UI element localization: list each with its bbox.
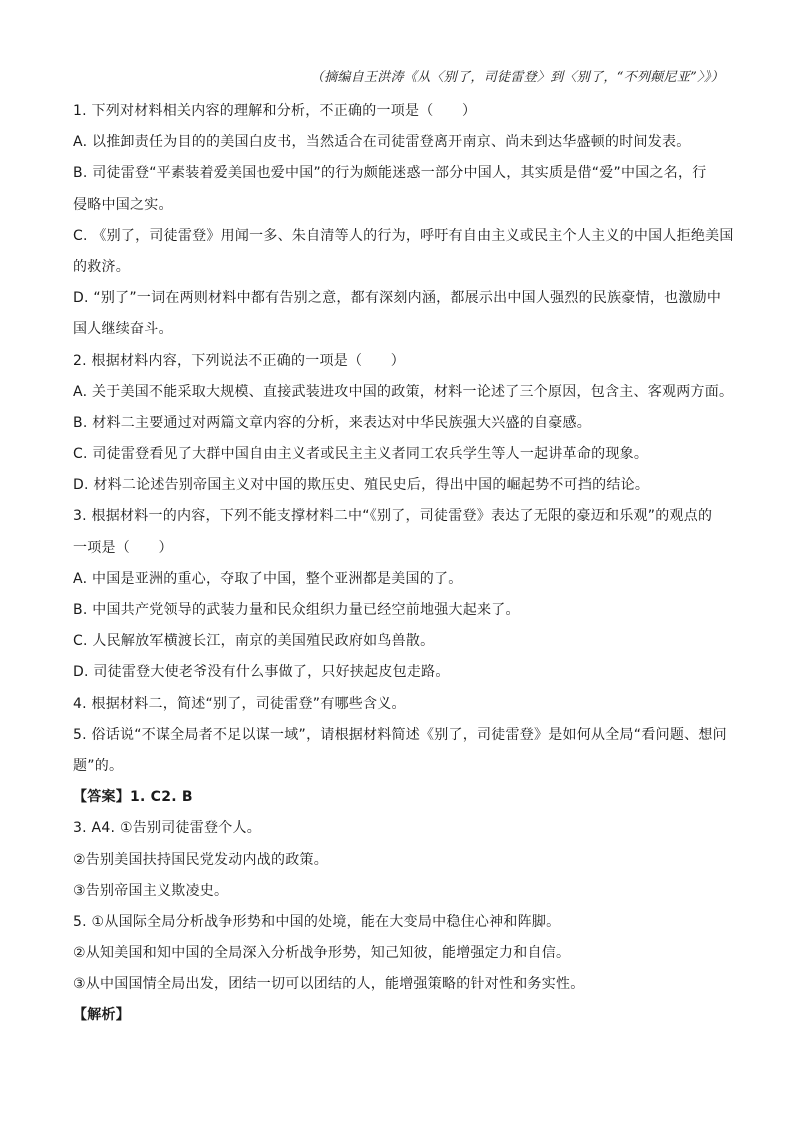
question-3-option-b: B. 中国共产党领导的武装力量和民众组织力量已经空前地强大起来了。: [73, 602, 520, 618]
answer-line: ②告别美国扶持国民党发动内战的政策。: [73, 851, 329, 868]
question-2-option-c: C. 司徒雷登看见了大群中国自由主义者或民主主义者同工农兵学生等人一起讲革命的现象。: [73, 446, 649, 463]
question-1-option-b-cont: 侵略中国之实。: [73, 196, 173, 213]
question-1-option-d: D. “别了”一词在两则材料中都有告别之意，都有深刻内涵，都展示出中国人强烈的民族豪情，也激励中: [73, 290, 722, 307]
question-2-option-d: D. 材料二论述告别帝国主义对中国的欺压史、殖民史后，得出中国的崛起势不可挡的结论。: [73, 477, 650, 494]
question-1-option-d-cont: 国人继续奋斗。: [73, 321, 173, 338]
analysis-heading: 【解析】: [73, 1007, 130, 1024]
question-3-stem-cont: 一项是（ ）: [73, 539, 173, 556]
question-2-option-b: B. 材料二主要通过对两篇文章内容的分析，来表达对中华民族强大兴盛的自豪感。: [73, 414, 592, 431]
question-1-option-c-cont: 的救济。: [73, 258, 130, 275]
question-2-stem: 2. 根据材料内容，下列说法不正确的一项是（ ）: [73, 352, 406, 369]
question-5-stem-cont: 题”的。: [73, 757, 124, 774]
question-3-option-d: D. 司徒雷登大使老爷没有什么事做了，只好挟起皮包走路。: [73, 664, 450, 681]
question-1-option-c: C. 《别了，司徒雷登》用闻一多、朱自清等人的行为，呼吁有自由主义或民主个人主义的中国人拒绝美国: [73, 227, 734, 244]
answer-line: 5. ①从国际全局分析战争形势和中国的处境，能在大变局中稳住心神和阵脚。: [73, 913, 561, 930]
question-1-option-b: B. 司徒雷登“平素装着爱美国也爱中国”的行为颇能迷惑一部分中国人，其实质是借“爱”中国之名，行: [73, 165, 707, 182]
source-citation: （摘编自王洪涛《从〈别了，司徒雷登〉到〈别了，“不列颠尼亚”〉》）: [310, 70, 724, 85]
question-1-option-a: A. 以推卸责任为目的的美国白皮书，当然适合在司徒雷登离开南京、尚未到达华盛顿的时间发表。: [73, 134, 691, 151]
answer-line: ③从中国国情全局出发，团结一切可以团结的人，能增强策略的针对性和务实性。: [73, 976, 585, 993]
question-4-stem: 4. 根据材料二，简述“别了，司徒雷登”有哪些含义。: [73, 695, 406, 712]
question-1-stem: 1. 下列对材料相关内容的理解和分析，不正确的一项是（ ）: [73, 103, 477, 119]
question-5-stem: 5. 俗话说“不谋全局者不足以谋一域”，请根据材料简述《别了，司徒雷登》是如何从全局“看问题、想问: [73, 726, 727, 743]
question-3-stem: 3. 根据材料一的内容，下列不能支撑材料二中“《别了，司徒雷登》表达了无限的豪迈和乐观”的观点的: [73, 508, 713, 525]
answer-line: ②从知美国和知中国的全局深入分析战争形势，知己知彼，能增强定力和自信。: [73, 945, 571, 962]
question-3-option-c: C. 人民解放军横渡长江，南京的美国殖民政府如鸟兽散。: [73, 633, 435, 650]
question-2-option-a: A. 关于美国不能采取大规模、直接武装进攻中国的政策，材料一论述了三个原因，包含主、客观两方面。: [73, 383, 734, 400]
document-body: [73, 96, 734, 1032]
question-3-option-a: A. 中国是亚洲的重心，夺取了中国，整个亚洲都是美国的了。: [73, 570, 463, 587]
answer-line: ③告别帝国主义欺凌史。: [73, 882, 229, 899]
answer-line: 3. A4. ①告别司徒雷登个人。: [73, 820, 261, 837]
answer-heading: 【答案】1. C2. B: [73, 789, 193, 806]
